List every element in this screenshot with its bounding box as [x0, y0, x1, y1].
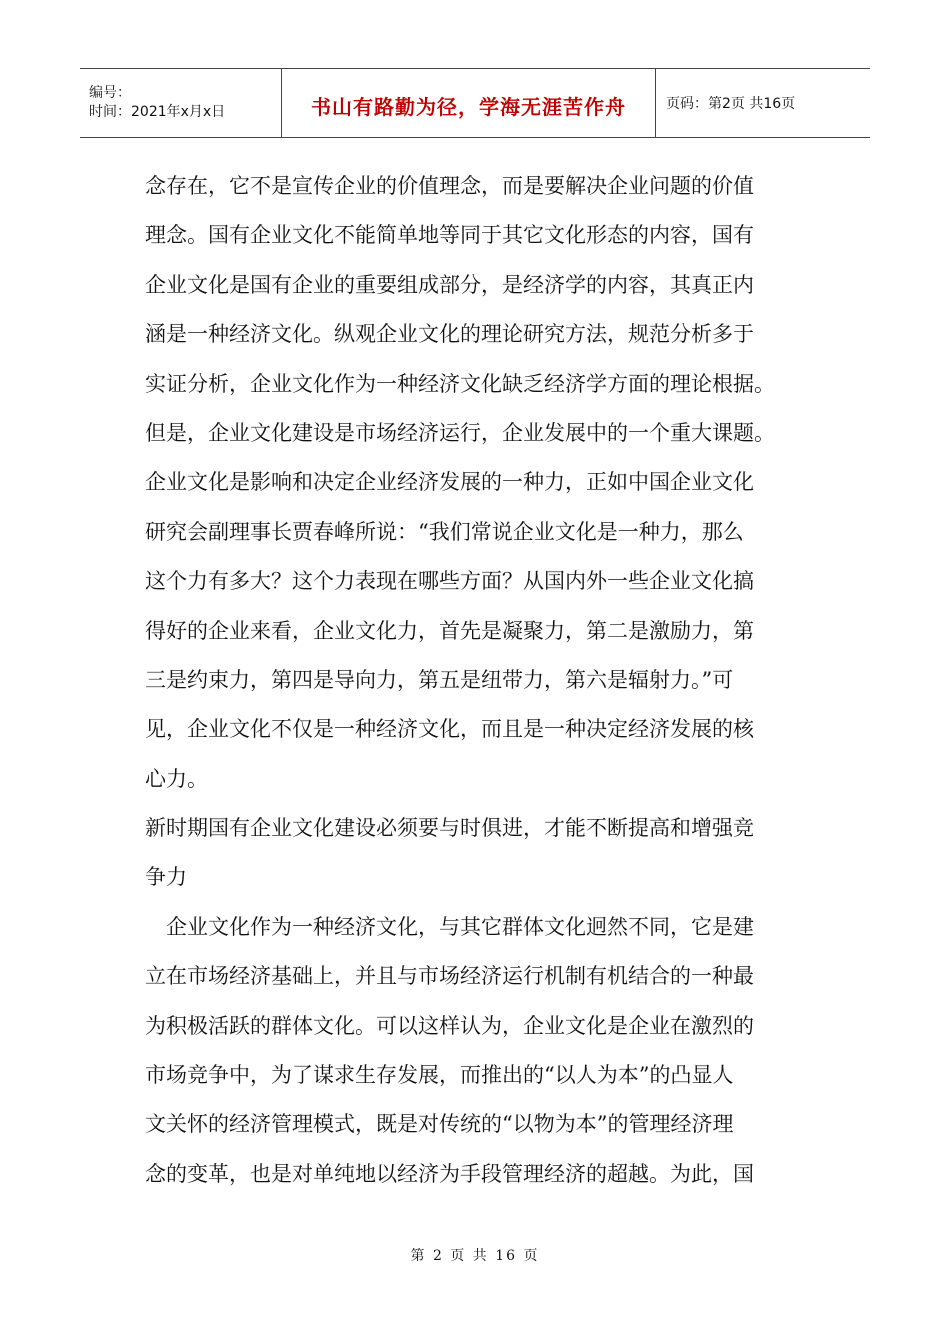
body-line: 涵是一种经济文化。纵观企业文化的理论研究方法，规范分析多于: [145, 322, 754, 347]
body-line: 为积极活跃的群体文化。可以这样认为，企业文化是企业在激烈的: [145, 1013, 754, 1038]
header-page-cell: [656, 69, 870, 137]
body-line: 三是约束力，第四是导向力，第五是纽带力，第六是辐射力。”可: [145, 667, 734, 692]
section-heading-line: 新时期国有企业文化建设必须要与时俱进，才能不断提高和增强竞: [145, 816, 754, 841]
header-motto-cell: [282, 69, 656, 137]
number-label: 编号：: [89, 85, 131, 101]
body-line: 念存在，它不是宣传企业的价值理念，而是要解决企业问题的价值: [145, 174, 754, 198]
body-line: 企业文化是影响和决定企业经济发展的一种力，正如中国企业文化: [145, 470, 754, 495]
body-line: 但是，企业文化建设是市场经济运行，企业发展中的一个重大课题。: [145, 420, 775, 445]
body-line: 企业文化是国有企业的重要组成部分，是经济学的内容，其真正内: [145, 272, 754, 297]
body-line: 文关怀的经济管理模式，既是对传统的“以物为本”的管理经济理: [145, 1112, 734, 1137]
page-footer: 第 2 页 共 16 页: [410, 1248, 540, 1264]
header-meta: [80, 69, 282, 137]
document-body: [145, 162, 810, 1199]
section-heading-line: 争力: [145, 865, 187, 890]
motto: 书山有路勤为径，学海无涯苦作舟: [311, 94, 626, 119]
body-line: 实证分析，企业文化作为一种经济文化缺乏经济学方面的理论根据。: [145, 371, 775, 396]
body-line: 立在市场经济基础上，并且与市场经济运行机制有机结合的一种最: [145, 964, 754, 989]
body-line: 企业文化作为一种经济文化，与其它群体文化迥然不同，它是建: [145, 914, 754, 939]
page-code: 页码：第2页 共16页: [666, 96, 796, 112]
body-line: 理念。国有企业文化不能简单地等同于其它文化形态的内容，国有: [145, 223, 754, 248]
body-line: 研究会副理事长贾春峰所说：“我们常说企业文化是一种力，那么: [145, 519, 744, 544]
page-header: [80, 68, 870, 138]
body-line: 这个力有多大？这个力表现在哪些方面？从国内外一些企业文化搞: [145, 569, 754, 594]
time-label: 时间：2021年x月x日: [89, 104, 226, 120]
body-line: 念的变革，也是对单纯地以经济为手段管理经济的超越。为此，国: [145, 1161, 754, 1186]
body-line: 得好的企业来看，企业文化力，首先是凝聚力，第二是激励力，第: [145, 618, 754, 643]
body-line: 见，企业文化不仅是一种经济文化，而且是一种决定经济发展的核: [145, 717, 754, 742]
body-line: 心力。: [145, 766, 208, 791]
body-line: 市场竞争中，为了谋求生存发展，而推出的“以人为本”的凸显人: [145, 1063, 734, 1088]
